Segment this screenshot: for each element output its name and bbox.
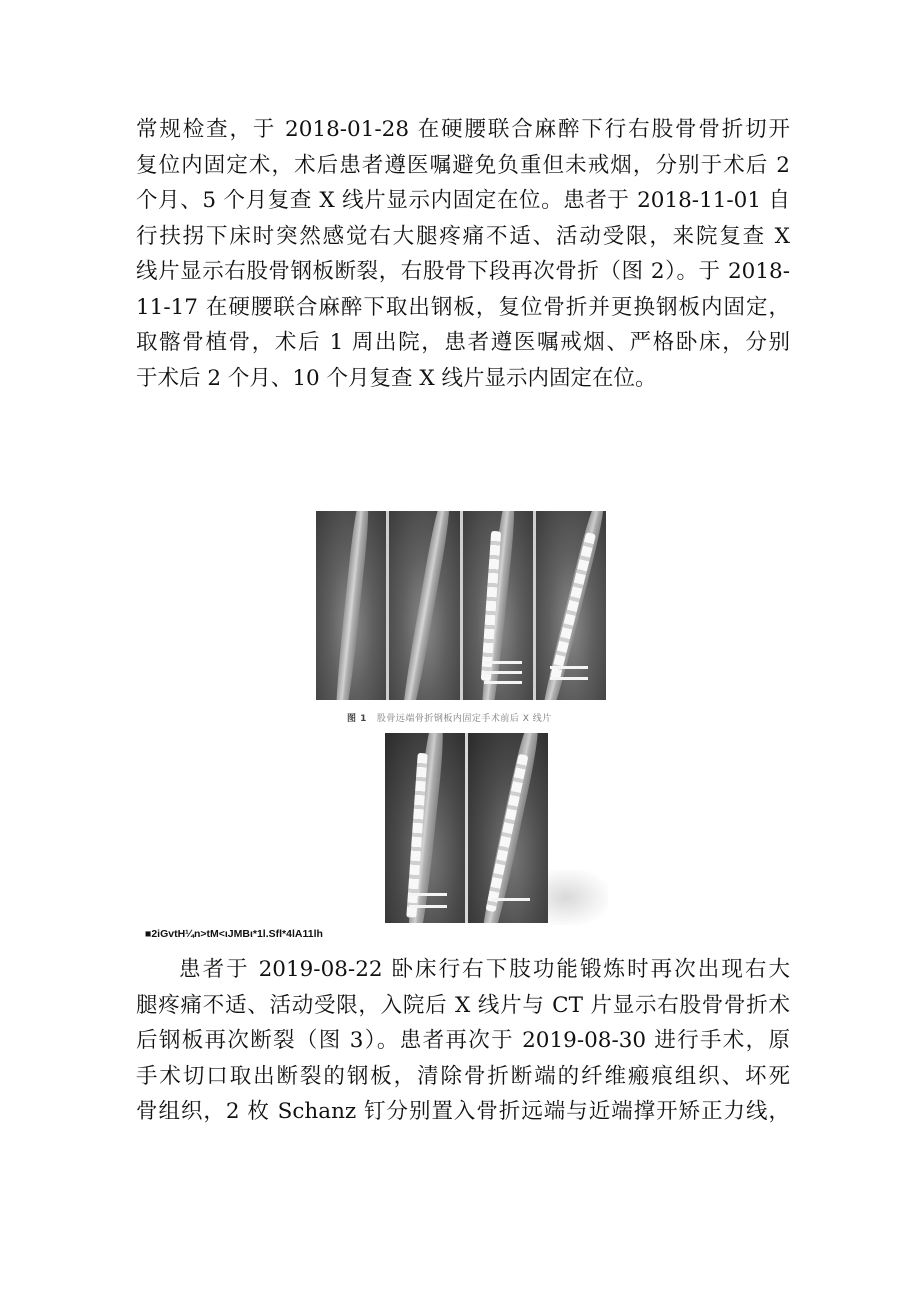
text-line: 线片显示右股骨钢板断裂，右股骨下段再次骨折（图 2）。于 2018-: [136, 259, 790, 284]
paragraph-1: [136, 112, 790, 396]
figure-2-xray-images: [385, 733, 548, 923]
text-line: 个月、5 个月复查 X 线片显示内固定在位。患者于 2018-11-01 自: [136, 188, 790, 213]
text-line: 腿疼痛不适、活动受限，入院后 X 线片与 CT 片显示右股骨骨折术: [136, 992, 790, 1018]
text-line: 取髂骨植骨，术后 1 周出院，患者遵医嘱戒烟、严格卧床，分别: [136, 330, 790, 355]
text-line: 11-17 在硬腰联合麻醉下取出钢板，复位骨折并更换钢板内固定，: [136, 294, 790, 320]
figure-1-label: 图 1: [347, 714, 367, 724]
text-line: 手术切口取出断裂的钢板，清除骨折断端的纤维瘢痕组织、坏死: [136, 1063, 790, 1089]
text-line: 骨组织，2 枚 Schanz 钉分别置入骨折远端与近端撑开矫正力线，: [136, 1099, 790, 1124]
figure-1-xray-images: [316, 511, 606, 700]
text-line: 复位内固定术，术后患者遵医嘱避免负重但未戒烟，分别于术后 2: [136, 152, 790, 178]
figure-1-caption-text: 股骨远端骨折钢板内固定手术前后 X 线片: [376, 714, 552, 724]
text-line: 后钢板再次断裂（图 3）。患者再次于 2019-08-30 进行手术，原: [136, 1028, 790, 1053]
xray-panel-preop-ap: [316, 511, 386, 700]
paragraph-2: [136, 952, 790, 1130]
figure-1-caption: [347, 711, 552, 724]
text-line: 于术后 2 个月、10 个月复查 X 线片显示内固定在位。: [136, 365, 657, 391]
text-line: 常规检查，于 2018-01-28 在硬腰联合麻醉下行右股骨骨折切开: [136, 117, 790, 142]
xray-panel-broken-plate-lateral: [468, 733, 548, 923]
xray-panel-broken-plate-ap: [385, 733, 465, 923]
xray-panel-postop-ap: [463, 511, 533, 700]
text-line: 行扶拐下床时突然感觉右大腿疼痛不适、活动受限，来院复查 X: [136, 223, 790, 249]
figure-2-caption: ■2iGvtH¼n>tM<ιJMBι*1l.Sfl*4lA11lh: [145, 928, 323, 940]
figure-2-faded-region: [548, 870, 608, 925]
text-line: 患者于 2019-08-22 卧床行右下肢功能锻炼时再次出现右大: [179, 957, 790, 982]
xray-panel-preop-lateral: [389, 511, 459, 700]
xray-panel-postop-lateral: [536, 511, 606, 700]
